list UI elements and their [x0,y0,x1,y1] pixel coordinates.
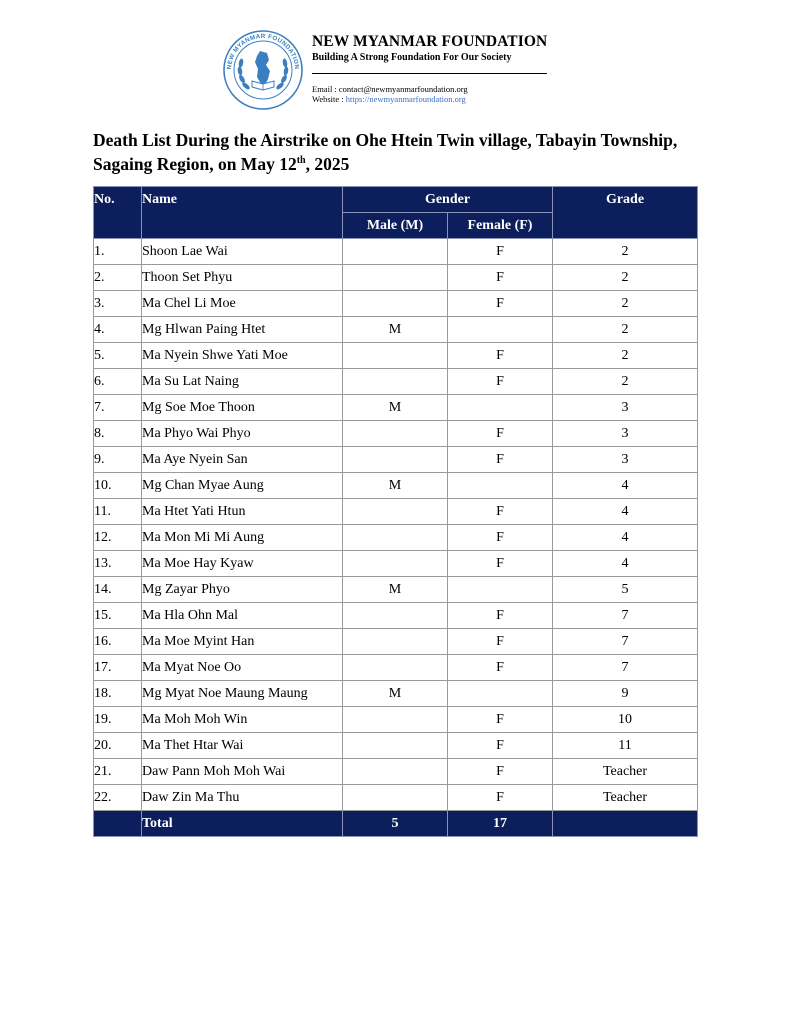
header-no: No. [94,187,142,239]
row-name: Ma Hla Ohn Mal [142,603,343,629]
table-row [94,395,698,421]
row-female: F [448,785,553,811]
row-grade: 2 [553,317,698,343]
row-number: 12. [94,525,142,551]
org-website [312,94,466,104]
row-name: Daw Pann Moh Moh Wai [142,759,343,785]
row-female: F [448,629,553,655]
row-male [343,785,448,811]
row-female: F [448,447,553,473]
table-row [94,759,698,785]
header-female: Female (F) [448,213,553,239]
org-tagline: Building A Strong Foundation For Our Society [312,52,512,63]
row-name: Ma Su Lat Naing [142,369,343,395]
table-row [94,421,698,447]
table-row [94,499,698,525]
row-grade: 3 [553,395,698,421]
row-grade: 2 [553,239,698,265]
website-link[interactable]: https://newmyanmarfoundation.org [345,94,466,104]
row-number: 11. [94,499,142,525]
row-female: F [448,759,553,785]
row-name: Ma Moe Hay Kyaw [142,551,343,577]
header-gender: Gender [343,187,553,213]
row-number: 2. [94,265,142,291]
row-grade: 11 [553,733,698,759]
row-number: 4. [94,317,142,343]
row-female: F [448,499,553,525]
row-name: Mg Myat Noe Maung Maung [142,681,343,707]
table-row [94,785,698,811]
row-number: 16. [94,629,142,655]
header-grade: Grade [553,187,698,239]
row-name: Mg Hlwan Paing Htet [142,317,343,343]
row-grade: 7 [553,603,698,629]
table-row [94,577,698,603]
row-number: 1. [94,239,142,265]
row-male: M [343,317,448,343]
title-line-2: Sagaing Region, on May 12th, 2025 [93,154,350,174]
row-name: Mg Soe Moe Thoon [142,395,343,421]
row-grade: 7 [553,655,698,681]
website-label: Website : [312,94,346,104]
row-name: Ma Nyein Shwe Yati Moe [142,343,343,369]
svg-text:NEW MYANMAR FOUNDATION: NEW MYANMAR FOUNDATION [225,32,301,70]
row-female: F [448,707,553,733]
row-grade: Teacher [553,785,698,811]
row-female: F [448,733,553,759]
row-female: F [448,655,553,681]
row-male [343,499,448,525]
row-female: F [448,369,553,395]
row-grade: 2 [553,265,698,291]
total-row [94,811,698,837]
row-grade: 2 [553,291,698,317]
row-grade: 7 [553,629,698,655]
row-number: 9. [94,447,142,473]
row-female: F [448,343,553,369]
header-name: Name [142,187,343,239]
row-name: Daw Zin Ma Thu [142,785,343,811]
row-grade: 4 [553,499,698,525]
row-male [343,447,448,473]
total-female: 17 [448,811,553,837]
table-row [94,603,698,629]
table-row [94,655,698,681]
table-row [94,343,698,369]
foundation-logo [222,29,304,111]
row-number: 22. [94,785,142,811]
row-name: Shoon Lae Wai [142,239,343,265]
table-row [94,629,698,655]
row-male [343,421,448,447]
row-name: Ma Mon Mi Mi Aung [142,525,343,551]
row-grade: Teacher [553,759,698,785]
table-row [94,317,698,343]
row-grade: 4 [553,525,698,551]
row-male: M [343,681,448,707]
row-number: 18. [94,681,142,707]
header-divider [312,73,547,74]
death-list-table [93,186,698,837]
row-female [448,473,553,499]
row-name: Ma Thet Htar Wai [142,733,343,759]
row-male [343,525,448,551]
row-female: F [448,421,553,447]
row-female [448,577,553,603]
row-number: 3. [94,291,142,317]
row-name: Ma Phyo Wai Phyo [142,421,343,447]
row-female: F [448,291,553,317]
row-male [343,369,448,395]
row-female: F [448,525,553,551]
row-grade: 2 [553,369,698,395]
org-name: NEW MYANMAR FOUNDATION [312,33,548,50]
org-email: Email : contact@newmyanmarfoundation.org [312,84,468,94]
row-female [448,681,553,707]
row-male [343,655,448,681]
row-female: F [448,603,553,629]
row-number: 8. [94,421,142,447]
row-male [343,733,448,759]
row-number: 7. [94,395,142,421]
row-number: 10. [94,473,142,499]
row-number: 17. [94,655,142,681]
title-line-1: Death List During the Airstrike on Ohe Htein Twin village, Tabayin Township, [93,130,678,150]
row-grade: 10 [553,707,698,733]
row-male [343,239,448,265]
row-name: Mg Chan Myae Aung [142,473,343,499]
table-row [94,369,698,395]
row-male [343,551,448,577]
row-name: Ma Chel Li Moe [142,291,343,317]
row-female: F [448,551,553,577]
row-female [448,317,553,343]
row-name: Ma Aye Nyein San [142,447,343,473]
row-number: 21. [94,759,142,785]
row-number: 13. [94,551,142,577]
row-male [343,707,448,733]
row-male [343,759,448,785]
row-grade: 3 [553,447,698,473]
row-male [343,629,448,655]
table-row [94,447,698,473]
table-row [94,291,698,317]
table-row [94,733,698,759]
row-number: 6. [94,369,142,395]
row-female: F [448,239,553,265]
row-female [448,395,553,421]
row-male [343,603,448,629]
row-number: 20. [94,733,142,759]
header-male: Male (M) [343,213,448,239]
document-title [93,128,703,176]
row-number: 14. [94,577,142,603]
row-male: M [343,395,448,421]
row-male: M [343,577,448,603]
table-row [94,473,698,499]
row-male [343,265,448,291]
total-male: 5 [343,811,448,837]
table-row [94,707,698,733]
row-number: 15. [94,603,142,629]
row-name: Thoon Set Phyu [142,265,343,291]
row-male [343,343,448,369]
row-female: F [448,265,553,291]
row-name: Ma Htet Yati Htun [142,499,343,525]
total-grade-cell [553,811,698,837]
row-number: 19. [94,707,142,733]
row-number: 5. [94,343,142,369]
row-male [343,291,448,317]
table-row [94,525,698,551]
row-name: Ma Moe Myint Han [142,629,343,655]
table-row [94,551,698,577]
row-name: Ma Myat Noe Oo [142,655,343,681]
row-grade: 4 [553,551,698,577]
total-label: Total [142,811,343,837]
table-row [94,239,698,265]
table-row [94,265,698,291]
table-row [94,681,698,707]
row-male: M [343,473,448,499]
row-name: Ma Moh Moh Win [142,707,343,733]
row-grade: 3 [553,421,698,447]
row-grade: 2 [553,343,698,369]
row-grade: 5 [553,577,698,603]
total-no-cell [94,811,142,837]
row-name: Mg Zayar Phyo [142,577,343,603]
row-grade: 4 [553,473,698,499]
row-grade: 9 [553,681,698,707]
